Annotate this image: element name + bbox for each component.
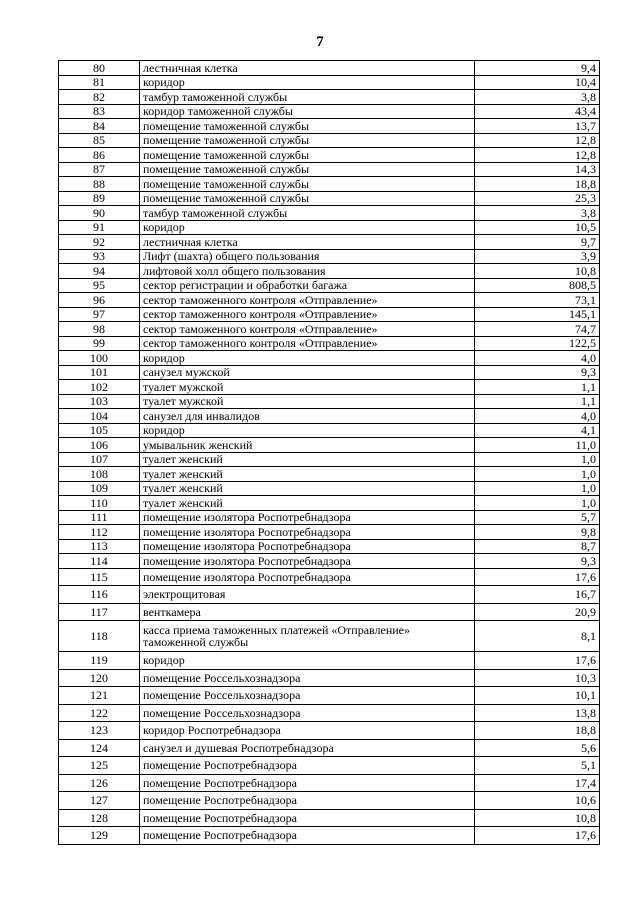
room-number-cell: 89 — [59, 191, 140, 206]
table-row — [59, 510, 600, 525]
table-row — [59, 496, 600, 511]
room-number-cell: 117 — [59, 603, 140, 621]
room-name-cell: тамбур таможенной службы — [140, 90, 475, 105]
table-row — [59, 162, 600, 177]
room-area-cell: 145,1 — [475, 307, 600, 322]
room-area-cell: 13,7 — [475, 119, 600, 134]
room-name-cell: электрощитовая — [140, 586, 475, 604]
room-area-cell: 5,1 — [475, 757, 600, 775]
room-area-cell: 5,6 — [475, 739, 600, 757]
table-row — [59, 586, 600, 604]
room-name-cell: помещение изолятора Роспотребнадзора — [140, 510, 475, 525]
room-number-cell: 111 — [59, 510, 140, 525]
room-number-cell: 124 — [59, 739, 140, 757]
room-number-cell: 126 — [59, 774, 140, 792]
room-area-cell: 3,8 — [475, 206, 600, 221]
room-name-cell: туалет женский — [140, 496, 475, 511]
room-area-cell: 1,0 — [475, 452, 600, 467]
room-number-cell: 113 — [59, 539, 140, 554]
table-row — [59, 722, 600, 740]
room-area-cell: 20,9 — [475, 603, 600, 621]
room-area-cell: 17,4 — [475, 774, 600, 792]
room-area-cell: 9,3 — [475, 554, 600, 569]
page-number: 7 — [316, 34, 324, 50]
room-number-cell: 114 — [59, 554, 140, 569]
room-area-cell: 3,8 — [475, 90, 600, 105]
table-row — [59, 191, 600, 206]
room-name-cell: коридор — [140, 351, 475, 366]
room-name-cell: сектор таможенного контроля «Отправление» — [140, 336, 475, 351]
room-area-table-body — [59, 61, 600, 845]
table-row — [59, 220, 600, 235]
room-name-cell: помещение Роспотребнадзора — [140, 827, 475, 845]
room-area-cell: 5,7 — [475, 510, 600, 525]
table-row — [59, 148, 600, 163]
table-row — [59, 409, 600, 424]
room-number-cell: 123 — [59, 722, 140, 740]
table-row — [59, 133, 600, 148]
table-row — [59, 687, 600, 705]
room-name-cell: помещение таможенной службы — [140, 119, 475, 134]
room-number-cell: 106 — [59, 438, 140, 453]
room-area-cell: 73,1 — [475, 293, 600, 308]
room-area-cell: 10,3 — [475, 669, 600, 687]
room-area-cell: 4,1 — [475, 423, 600, 438]
room-name-cell: коридор — [140, 423, 475, 438]
room-number-cell: 83 — [59, 104, 140, 119]
room-number-cell: 81 — [59, 75, 140, 90]
table-row — [59, 669, 600, 687]
room-name-cell: помещение Роспотребнадзора — [140, 792, 475, 810]
table-row — [59, 525, 600, 540]
table-row — [59, 554, 600, 569]
room-name-cell: коридор таможенной службы — [140, 104, 475, 119]
room-name-cell: помещение таможенной службы — [140, 148, 475, 163]
table-row — [59, 206, 600, 221]
table-row — [59, 293, 600, 308]
room-number-cell: 100 — [59, 351, 140, 366]
room-name-cell: санузел для инвалидов — [140, 409, 475, 424]
room-number-cell: 108 — [59, 467, 140, 482]
room-area-cell: 1,0 — [475, 467, 600, 482]
table-row — [59, 568, 600, 586]
table-row — [59, 467, 600, 482]
room-number-cell: 116 — [59, 586, 140, 604]
table-row — [59, 177, 600, 192]
room-number-cell: 104 — [59, 409, 140, 424]
room-number-cell: 122 — [59, 704, 140, 722]
room-name-cell: помещение Роспотребнадзора — [140, 809, 475, 827]
room-area-cell: 10,8 — [475, 809, 600, 827]
table-row — [59, 249, 600, 264]
table-row — [59, 394, 600, 409]
table-row — [59, 809, 600, 827]
room-name-cell: помещение Россельхознадзора — [140, 704, 475, 722]
room-area-cell: 12,8 — [475, 148, 600, 163]
room-area-cell: 25,3 — [475, 191, 600, 206]
table-row — [59, 365, 600, 380]
room-name-cell: помещение изолятора Роспотребнадзора — [140, 554, 475, 569]
room-area-cell: 43,4 — [475, 104, 600, 119]
table-row — [59, 336, 600, 351]
room-name-cell: лифтовой холл общего пользования — [140, 264, 475, 279]
room-number-cell: 99 — [59, 336, 140, 351]
room-name-cell: туалет женский — [140, 481, 475, 496]
table-row — [59, 90, 600, 105]
room-number-cell: 101 — [59, 365, 140, 380]
room-name-cell: лестничная клетка — [140, 61, 475, 76]
room-area-cell: 10,5 — [475, 220, 600, 235]
room-number-cell: 86 — [59, 148, 140, 163]
room-area-cell: 4,0 — [475, 351, 600, 366]
room-name-cell: санузел мужской — [140, 365, 475, 380]
room-name-cell: туалет женский — [140, 452, 475, 467]
table-row — [59, 423, 600, 438]
room-name-cell: помещение изолятора Роспотребнадзора — [140, 568, 475, 586]
room-number-cell: 102 — [59, 380, 140, 395]
room-number-cell: 105 — [59, 423, 140, 438]
room-area-cell: 4,0 — [475, 409, 600, 424]
room-area-cell: 1,1 — [475, 380, 600, 395]
room-number-cell: 95 — [59, 278, 140, 293]
room-area-cell: 18,8 — [475, 177, 600, 192]
room-number-cell: 103 — [59, 394, 140, 409]
room-name-cell: туалет женский — [140, 467, 475, 482]
table-row — [59, 307, 600, 322]
room-number-cell: 110 — [59, 496, 140, 511]
room-name-cell: санузел и душевая Роспотребнадзора — [140, 739, 475, 757]
room-area-cell: 17,6 — [475, 652, 600, 670]
room-name-cell: коридор — [140, 75, 475, 90]
room-area-cell: 12,8 — [475, 133, 600, 148]
room-area-cell: 122,5 — [475, 336, 600, 351]
room-number-cell: 125 — [59, 757, 140, 775]
table-row — [59, 278, 600, 293]
table-row — [59, 827, 600, 845]
table-row — [59, 438, 600, 453]
room-number-cell: 93 — [59, 249, 140, 264]
table-row — [59, 652, 600, 670]
room-area-cell: 1,0 — [475, 481, 600, 496]
room-name-cell: умывальник женский — [140, 438, 475, 453]
room-area-cell: 17,6 — [475, 827, 600, 845]
room-number-cell: 96 — [59, 293, 140, 308]
room-number-cell: 87 — [59, 162, 140, 177]
table-row — [59, 774, 600, 792]
room-name-cell: помещение Россельхознадзора — [140, 687, 475, 705]
room-area-cell: 8,1 — [475, 621, 600, 652]
room-name-cell: тамбур таможенной службы — [140, 206, 475, 221]
room-number-cell: 112 — [59, 525, 140, 540]
room-area-cell: 808,5 — [475, 278, 600, 293]
room-name-cell: помещение таможенной службы — [140, 162, 475, 177]
table-row — [59, 264, 600, 279]
room-number-cell: 119 — [59, 652, 140, 670]
room-name-cell: сектор таможенного контроля «Отправление» — [140, 322, 475, 337]
room-area-cell: 16,7 — [475, 586, 600, 604]
room-name-cell: помещение таможенной службы — [140, 133, 475, 148]
room-number-cell: 98 — [59, 322, 140, 337]
room-name-cell: коридор — [140, 652, 475, 670]
room-area-cell: 10,1 — [475, 687, 600, 705]
room-number-cell: 109 — [59, 481, 140, 496]
room-number-cell: 128 — [59, 809, 140, 827]
room-name-cell: помещение изолятора Роспотребнадзора — [140, 539, 475, 554]
room-name-cell: коридор — [140, 220, 475, 235]
room-area-cell: 1,1 — [475, 394, 600, 409]
room-name-cell: помещение таможенной службы — [140, 191, 475, 206]
table-row — [59, 75, 600, 90]
table-row — [59, 539, 600, 554]
table-row — [59, 739, 600, 757]
room-number-cell: 92 — [59, 235, 140, 250]
room-area-cell: 10,6 — [475, 792, 600, 810]
room-number-cell: 85 — [59, 133, 140, 148]
room-name-cell: коридор Роспотребнадзора — [140, 722, 475, 740]
room-name-cell: сектор таможенного контроля «Отправление» — [140, 307, 475, 322]
room-number-cell: 80 — [59, 61, 140, 76]
room-area-cell: 11,0 — [475, 438, 600, 453]
room-number-cell: 91 — [59, 220, 140, 235]
room-number-cell: 107 — [59, 452, 140, 467]
table-row — [59, 235, 600, 250]
room-area-cell: 3,9 — [475, 249, 600, 264]
room-area-cell: 9,8 — [475, 525, 600, 540]
table-row — [59, 792, 600, 810]
room-name-cell: помещение Россельхознадзора — [140, 669, 475, 687]
table-row — [59, 351, 600, 366]
room-number-cell: 115 — [59, 568, 140, 586]
room-area-cell: 13,8 — [475, 704, 600, 722]
table-row — [59, 380, 600, 395]
room-name-cell: сектор регистрации и обработки багажа — [140, 278, 475, 293]
table-row — [59, 757, 600, 775]
table-row — [59, 61, 600, 76]
room-number-cell: 127 — [59, 792, 140, 810]
room-number-cell: 118 — [59, 621, 140, 652]
room-area-cell: 10,8 — [475, 264, 600, 279]
table-row — [59, 621, 600, 652]
room-number-cell: 120 — [59, 669, 140, 687]
table-row — [59, 452, 600, 467]
room-name-cell: помещение изолятора Роспотребнадзора — [140, 525, 475, 540]
room-area-cell: 1,0 — [475, 496, 600, 511]
table-row — [59, 322, 600, 337]
room-name-cell: туалет мужской — [140, 394, 475, 409]
room-number-cell: 90 — [59, 206, 140, 221]
room-name-cell: венткамера — [140, 603, 475, 621]
table-row — [59, 481, 600, 496]
room-name-cell: Лифт (шахта) общего пользования — [140, 249, 475, 264]
room-area-cell: 10,4 — [475, 75, 600, 90]
table-row — [59, 603, 600, 621]
room-name-cell: сектор таможенного контроля «Отправление» — [140, 293, 475, 308]
room-area-cell: 9,3 — [475, 365, 600, 380]
room-name-cell: помещение Роспотребнадзора — [140, 774, 475, 792]
room-area-cell: 14,3 — [475, 162, 600, 177]
room-number-cell: 97 — [59, 307, 140, 322]
room-number-cell: 121 — [59, 687, 140, 705]
room-area-cell: 9,7 — [475, 235, 600, 250]
table-row — [59, 704, 600, 722]
room-number-cell: 88 — [59, 177, 140, 192]
room-name-cell: лестничная клетка — [140, 235, 475, 250]
room-name-cell: касса приема таможенных платежей «Отправление» таможенной службы — [140, 621, 475, 652]
room-area-cell: 8,7 — [475, 539, 600, 554]
room-area-cell: 18,8 — [475, 722, 600, 740]
room-area-cell: 17,6 — [475, 568, 600, 586]
table-row — [59, 104, 600, 119]
room-name-cell: помещение таможенной службы — [140, 177, 475, 192]
room-area-table — [58, 60, 600, 845]
table-row — [59, 119, 600, 134]
room-name-cell: помещение Роспотребнадзора — [140, 757, 475, 775]
room-number-cell: 82 — [59, 90, 140, 105]
room-number-cell: 84 — [59, 119, 140, 134]
room-number-cell: 94 — [59, 264, 140, 279]
room-area-cell: 74,7 — [475, 322, 600, 337]
room-area-cell: 9,4 — [475, 61, 600, 76]
room-name-cell: туалет мужской — [140, 380, 475, 395]
room-number-cell: 129 — [59, 827, 140, 845]
